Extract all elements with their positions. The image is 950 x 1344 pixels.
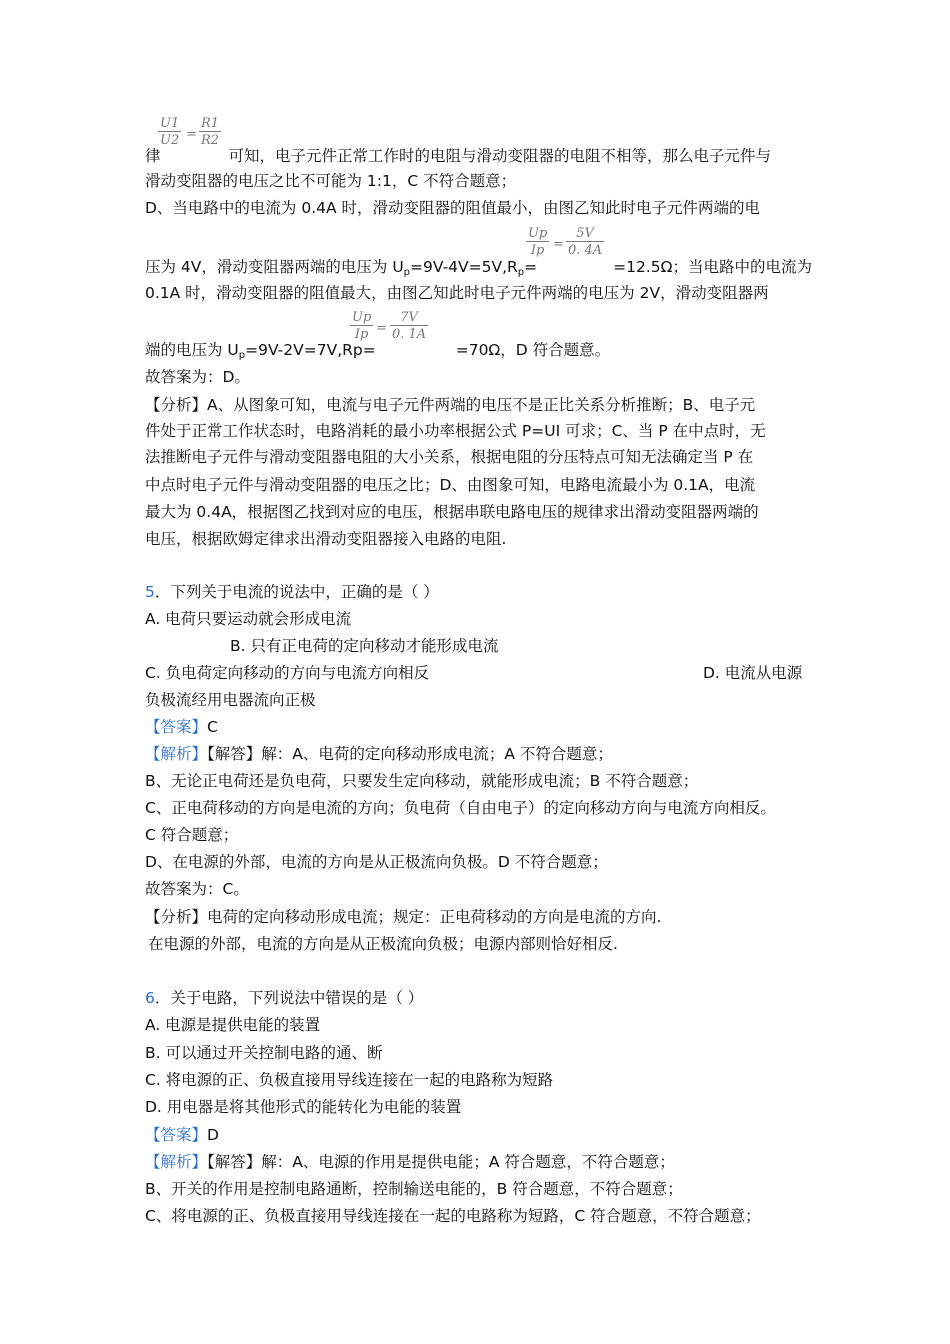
q5-answer: 【答案】C	[145, 718, 218, 736]
text-line: D、在电源的外部，电流的方向是从正极流向负极。D 不符合题意；	[145, 853, 608, 871]
text-line: 故答案为：C。	[145, 880, 249, 898]
text-line: 法推断电子元件与滑动变阻器电阻的大小关系，根据电阻的分压特点可知无法确定当 P 在	[145, 448, 754, 466]
text-line: 0.1A 时，滑动变阻器的阻值最大，由图乙知此时电子元件两端的电压为 2V，滑动变阻器两	[145, 284, 769, 302]
q6-option-c: C. 将电源的正、负极直接用导线连接在一起的电路称为短路	[145, 1071, 554, 1089]
text-line: 【分析】电荷的定向移动形成电流；规定：正电荷移动的方向是电流的方向.	[145, 908, 662, 926]
q5-explanation: 【解析】【解答】解：A、电荷的定向移动形成电流；A 不符合题意；	[145, 745, 613, 763]
fraction-r1-r2: $\frac{R1}{R2}$	[201, 116, 220, 148]
text-line: 最大为 0.4A，根据图乙找到对应的电压，根据串联电路电压的规律求出滑动变阻器两端的	[145, 503, 759, 521]
equals-sign: =	[376, 321, 387, 336]
q5-option-c: C. 负电荷定向移动的方向与电流方向相反	[145, 664, 430, 682]
fraction-u1-u2: $\frac{U1}{U2}$	[160, 116, 180, 148]
question-5-stem: 5．下列关于电流的说法中，正确的是（ ）	[145, 583, 439, 601]
equals-sign: =	[553, 237, 564, 252]
q5-option-a: A. 电荷只要运动就会形成电流	[145, 610, 352, 628]
equals-sign: =	[186, 127, 197, 142]
text-line: 滑动变阻器的电压之比不可能为 1:1，C 不符合题意；	[145, 172, 517, 190]
fraction-7v-0.1a: $\frac{7V}{0. 1A}$	[392, 310, 427, 342]
fraction-up-ip-2: $\frac{Up}{Ip}$	[352, 310, 372, 342]
text-line: B、无论正电荷还是负电荷，只要发生定向移动，就能形成电流；B 不符合题意；	[145, 772, 699, 790]
text-line: 电压，根据欧姆定律求出滑动变阻器接入电路的电阻.	[145, 530, 507, 548]
text-line: 件处于正常工作状态时，电路消耗的最小功率根据公式 P=UI 可求；C、当 P 在中点时，无	[145, 422, 766, 440]
fraction-up-ip: $\frac{Up}{Ip}$	[528, 226, 548, 258]
q5-option-b: B. 只有正电荷的定向移动才能形成电流	[230, 637, 499, 655]
q5-option-d-cont: 负极流经用电器流向正极	[145, 691, 316, 709]
text-line: 律 可知，电子元件正常工作时的电阻与滑动变阻器的电阻不相等，那么电子元件与	[145, 147, 772, 165]
text-line: 端的电压为 $U_p=9V-2V=7V,Rp= =70\Omega$，D 符合题意。	[145, 341, 611, 361]
q6-explanation: 【解析】【解答】解：A、电源的作用是提供电能；A 符合题意，不符合题意；	[145, 1153, 675, 1171]
text-line: 中点时电子元件与滑动变阻器的电压之比；D、由图象可知，电路电流最小为 0.1A，电流	[145, 476, 756, 494]
q6-option-b: B. 可以通过开关控制电路的通、断	[145, 1044, 383, 1062]
q6-option-a: A. 电源是提供电能的装置	[145, 1016, 321, 1034]
text-line: B、开关的作用是控制电路通断，控制输送电能的，B 符合题意，不符合题意；	[145, 1180, 683, 1198]
q5-option-d: D. 电流从电源	[703, 664, 803, 682]
text-line: D、当电路中的电流为 0.4A 时，滑动变阻器的阻值最小，由图乙知此时电子元件两端的电	[145, 199, 761, 217]
question-6-stem: 6．关于电路，下列说法中错误的是（ ）	[145, 989, 424, 1007]
q6-answer: 【答案】D	[145, 1126, 219, 1144]
text-line: 【分析】A、从图象可知，电流与电子元件两端的电压不是正比关系分析推断；B、电子元	[145, 396, 756, 414]
fraction-5v-0.4a: $\frac{5V}{0. 4A}$	[568, 226, 603, 258]
text-line: 在电源的外部，电流的方向是从正极流向负极；电源内部则恰好相反.	[148, 935, 618, 953]
text-line: 压为 4V，滑动变阻器两端的电压为 $U_p=9V-4V=5V,R_p= =12.5\Omega$；当电路中的电流为	[145, 258, 813, 278]
q6-option-d: D. 用电器是将其他形式的能转化为电能的装置	[145, 1098, 462, 1116]
text-line: C、将电源的正、负极直接用导线连接在一起的电路称为短路，C 符合题意，不符合题意；	[145, 1207, 761, 1225]
text-line: C 符合题意；	[145, 826, 239, 844]
text-line: 故答案为：D。	[145, 368, 250, 386]
text-line: C、正电荷移动的方向是电流的方向；负电荷（自由电子）的定向移动方向与电流方向相反。	[145, 799, 776, 817]
